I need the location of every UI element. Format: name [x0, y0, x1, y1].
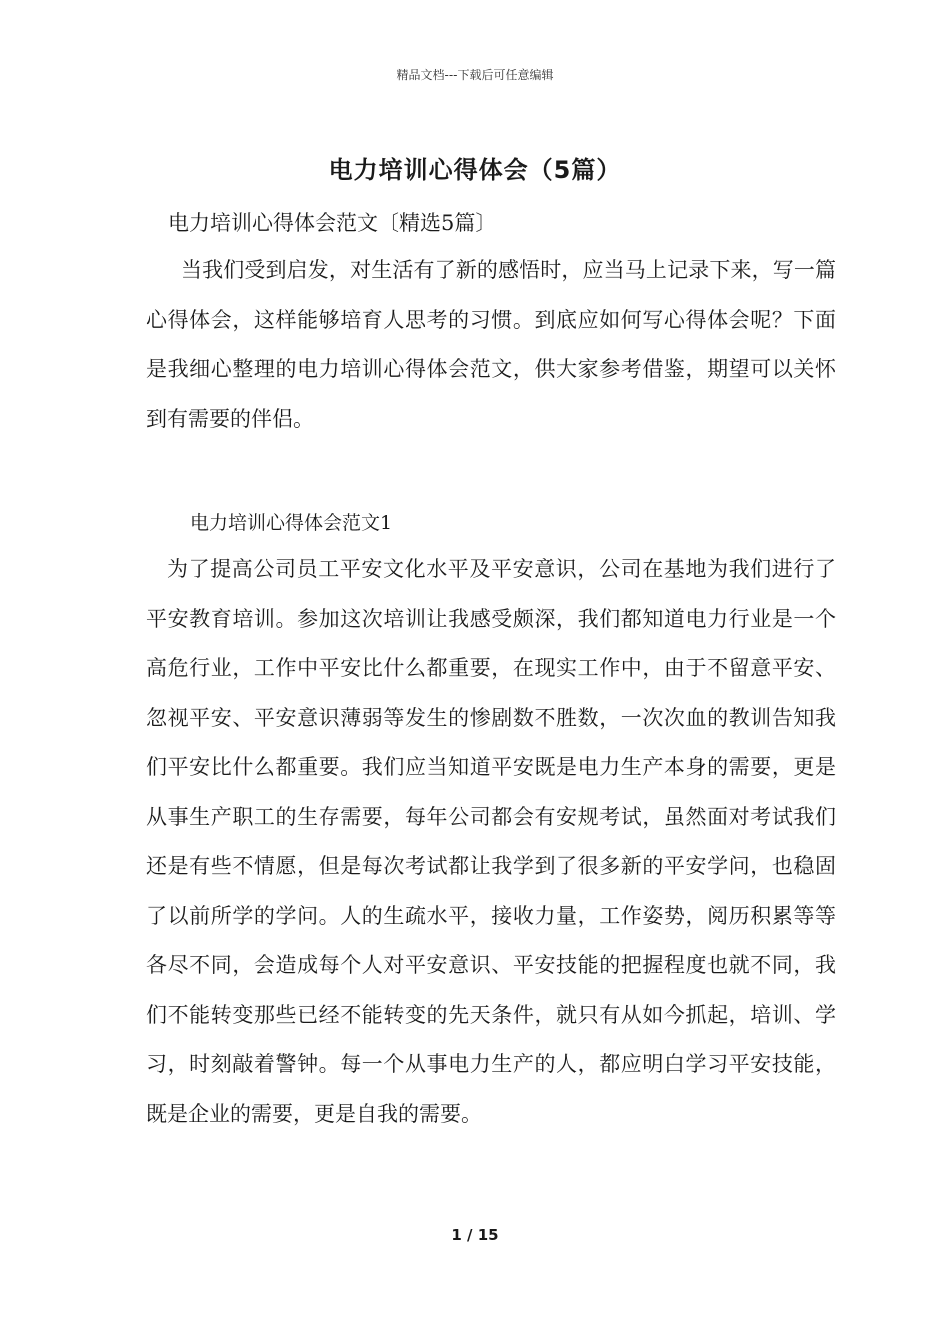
header-note: 精品文档---下载后可任意编辑	[396, 68, 554, 82]
section-heading: 电力培训心得体会范文1	[190, 512, 393, 534]
section-body-paragraph: 为了提高公司员工平安文化水平及平安意识，公司在基地为我们进行了平安教育培训。参加这次培训让我感受颇深，我们都知道电力行业是一个高危行业，工作中平安比什么都重要，在现实工作中，由于不留意平安、忽视平安、平安意识薄弱等发生的惨剧数不胜数，一次次血的教训告知我们平安比什么都重要。我们应当知道平安既是电力生产本身的需要，更是从事生产职工的生存需要，每年公司都会有安规考试，虽然面对考试我们还是有些不情愿，但是每次考试都让我学到了很多新的平安学问，也稳固了以前所学的学问。人的生疏水平，接收力量，工作姿势，阅历积累等等各尽不同，会造成每个人对平安意识、平安技能的把握程度也就不同，我们不能转变那些已经不能转变的先天条件，就只有从如今抓起，培训、学习，时刻敲着警钟。每一个从事电力生产的人，都应明白学习平安技能，既是企业的需要，更是自我的需要。	[146, 557, 836, 1126]
intro-paragraph: 当我们受到启发，对生活有了新的感悟时，应当马上记录下来，写一篇心得体会，这样能够培育人思考的习惯。到底应如何写心得体会呢？下面是我细心整理的电力培训心得体会范文，供大家参考借鉴，期望可以关怀到有需要的伴侣。	[146, 258, 836, 431]
document-subtitle: 电力培训心得体会范文〔精选5篇〕	[168, 211, 497, 235]
document-title: 电力培训心得体会（5篇）	[328, 156, 622, 184]
page-number: 1 / 15	[451, 1226, 499, 1244]
